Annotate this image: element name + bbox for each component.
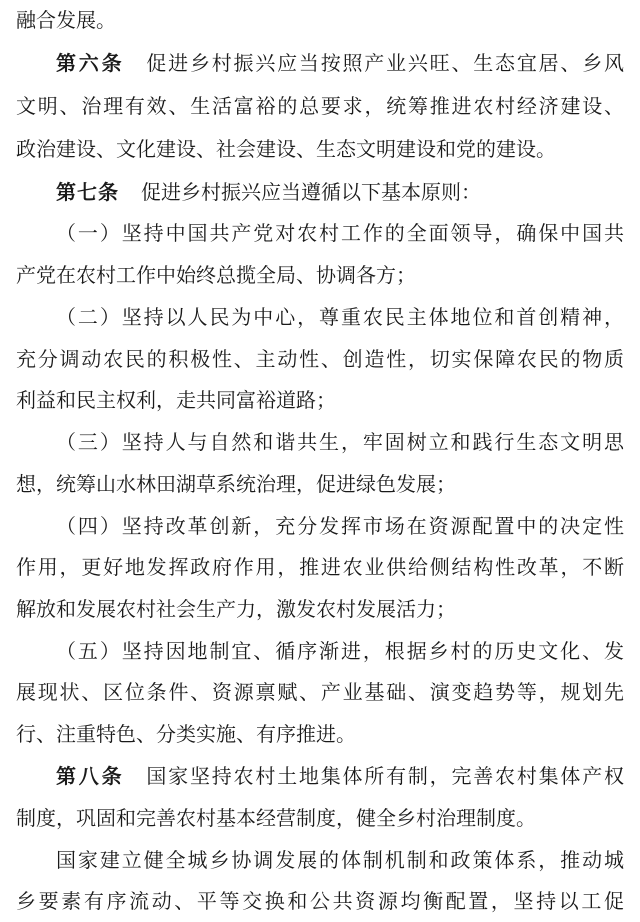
line-text: （三）坚持人与自然和谐共生，牢固树立和践行生态文明思 bbox=[56, 430, 624, 454]
text-line bbox=[16, 129, 624, 169]
line-text: （五）坚持因地制宜、循序渐进，根据乡村的历史文化、发 bbox=[56, 639, 624, 663]
article-heading-line bbox=[56, 172, 624, 212]
text-line bbox=[16, 881, 624, 921]
text-line bbox=[16, 380, 624, 420]
text-line bbox=[16, 339, 624, 379]
text-line bbox=[56, 297, 624, 337]
text-line bbox=[16, 714, 624, 754]
text-line bbox=[56, 422, 624, 462]
text-line bbox=[16, 464, 624, 504]
line-text: （二）坚持以人民为中心，尊重农民主体地位和首创精神， bbox=[56, 305, 624, 329]
line-text: 产党在农村工作中始终总揽全局、协调各方； bbox=[16, 263, 416, 287]
article-number: 第八条 bbox=[56, 764, 125, 788]
text-line bbox=[16, 589, 624, 629]
text-line bbox=[16, 0, 624, 40]
line-text: 促进乡村振兴应当按照产业兴旺、生态宜居、乡风 bbox=[146, 51, 624, 75]
article-number: 第六条 bbox=[56, 51, 125, 75]
article-heading-line bbox=[56, 756, 624, 796]
text-line bbox=[16, 255, 624, 295]
line-text: 乡要素有序流动、平等交换和公共资源均衡配置，坚持以工促 bbox=[16, 889, 624, 913]
line-text: 制度，巩固和完善农村基本经营制度，健全乡村治理制度。 bbox=[16, 806, 536, 830]
line-text: 解放和发展农村社会生产力，激发农村发展活力； bbox=[16, 597, 456, 621]
text-line bbox=[16, 547, 624, 587]
line-text: 想，统筹山水林田湖草系统治理，促进绿色发展； bbox=[16, 472, 456, 496]
text-line bbox=[56, 506, 624, 546]
line-text: 展现状、区位条件、资源禀赋、产业基础、演变趋势等，规划先 bbox=[16, 680, 624, 704]
line-text: （四）坚持改革创新，充分发挥市场在资源配置中的决定性 bbox=[56, 514, 624, 538]
line-text: 行、注重特色、分类实施、有序推进。 bbox=[16, 722, 356, 746]
text-line bbox=[56, 631, 624, 671]
line-text: 利益和民主权利，走共同富裕道路； bbox=[16, 388, 336, 412]
text-line bbox=[56, 213, 624, 253]
line-text: 政治建设、文化建设、社会建设、生态文明建设和党的建设。 bbox=[16, 137, 556, 161]
text-line bbox=[56, 840, 624, 880]
line-text: （一）坚持中国共产党对农村工作的全面领导，确保中国共 bbox=[56, 221, 624, 245]
text-line bbox=[16, 672, 624, 712]
article-number: 第七条 bbox=[56, 180, 119, 204]
article-heading-line bbox=[56, 43, 624, 83]
line-text: 促进乡村振兴应当遵循以下基本原则： bbox=[141, 180, 481, 204]
line-text: 国家建立健全城乡协调发展的体制机制和政策体系，推动城 bbox=[56, 848, 624, 872]
line-text: 作用，更好地发挥政府作用，推进农业供给侧结构性改革，不断 bbox=[16, 555, 624, 579]
text-line bbox=[16, 86, 624, 126]
line-text: 文明、治理有效、生活富裕的总要求，统筹推进农村经济建设、 bbox=[16, 94, 624, 118]
line-text: 充分调动农民的积极性、主动性、创造性，切实保障农民的物质 bbox=[16, 347, 624, 371]
text-line bbox=[16, 798, 624, 838]
line-text: 国家坚持农村土地集体所有制，完善农村集体产权 bbox=[146, 764, 624, 788]
line-text: 融合发展。 bbox=[16, 8, 116, 32]
